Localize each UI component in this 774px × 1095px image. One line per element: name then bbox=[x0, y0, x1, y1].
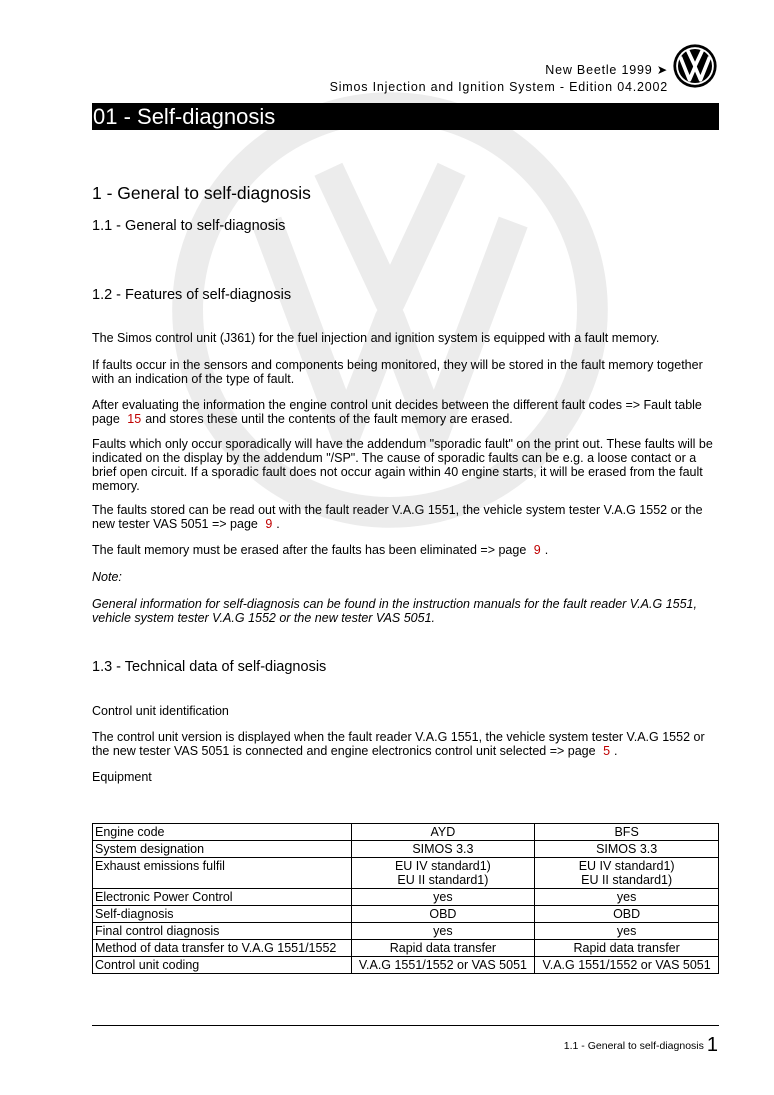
table-cell: BFS bbox=[535, 824, 719, 841]
table-cell: Control unit coding bbox=[93, 957, 352, 974]
table-row bbox=[93, 923, 719, 940]
page-number: 1 bbox=[706, 1034, 718, 1056]
table-cell: System designation bbox=[93, 841, 352, 858]
subheading: Control unit identification bbox=[92, 704, 229, 718]
table-row bbox=[93, 889, 719, 906]
table-row bbox=[93, 841, 719, 858]
paragraph: The fault memory must be erased after the faults has been eliminated => page 9 . bbox=[92, 543, 549, 557]
footer-section: 1.1 - General to self-diagnosis bbox=[563, 1040, 704, 1052]
page-footer bbox=[564, 1034, 718, 1057]
page-reference-link[interactable]: 5 bbox=[603, 744, 611, 758]
paragraph: The Simos control unit (J361) for the fuel injection and ignition system is equipped with a fault memory. bbox=[92, 331, 660, 345]
vehicle-model: New Beetle 1999 ➤ bbox=[545, 63, 668, 77]
table-cell: EU IV standard1) EU II standard1) bbox=[535, 858, 719, 889]
equipment-table bbox=[92, 823, 719, 974]
table-cell: yes bbox=[351, 923, 535, 940]
table-cell: Final control diagnosis bbox=[93, 923, 352, 940]
paragraph: If faults occur in the sensors and components being monitored, they will be stored in the fault memory together with an indication of the type of fault. bbox=[92, 358, 703, 386]
paragraph: After evaluating the information the engine control unit decides between the different fault codes => Fault table page 15 and stores these until the contents of the fault memory are erased. bbox=[92, 398, 702, 426]
paragraph: The control unit version is displayed when the fault reader V.A.G 1551, the vehicle system tester V.A.G 1552 or the new tester VAS 5051 is connected and engine electronics control unit selected => page 5 . bbox=[92, 730, 705, 758]
table-cell: AYD bbox=[351, 824, 535, 841]
page-header bbox=[330, 62, 668, 96]
chapter-title: 01 - Self-diagnosis bbox=[93, 104, 276, 129]
subsection-heading: 1.2 - Features of self-diagnosis bbox=[92, 287, 292, 303]
table-cell: Rapid data transfer bbox=[351, 940, 535, 957]
table-cell: EU IV standard1) EU II standard1) bbox=[351, 858, 535, 889]
table-cell: SIMOS 3.3 bbox=[351, 841, 535, 858]
table-cell: Exhaust emissions fulfil bbox=[93, 858, 352, 889]
section-heading: 1 - General to self-diagnosis bbox=[92, 183, 311, 203]
table-row bbox=[93, 858, 719, 889]
table-cell: Electronic Power Control bbox=[93, 889, 352, 906]
table-cell: yes bbox=[351, 889, 535, 906]
table-row bbox=[93, 957, 719, 974]
table-cell: yes bbox=[535, 923, 719, 940]
manual-title: Simos Injection and Ignition System - Edition 04.2002 bbox=[329, 80, 668, 94]
chapter-title-bar bbox=[92, 103, 719, 130]
paragraph: The faults stored can be read out with the fault reader V.A.G 1551, the vehicle system tester V.A.G 1552 or the new tester VAS 5051 => page 9 . bbox=[92, 503, 703, 531]
footer-divider bbox=[92, 1025, 719, 1026]
note-label: Note: bbox=[92, 570, 122, 584]
table-row bbox=[93, 824, 719, 841]
table-row bbox=[93, 906, 719, 923]
page-reference-link[interactable]: 15 bbox=[127, 412, 142, 426]
table-cell: V.A.G 1551/1552 or VAS 5051 bbox=[351, 957, 535, 974]
table-cell: OBD bbox=[351, 906, 535, 923]
table-cell: SIMOS 3.3 bbox=[535, 841, 719, 858]
table-cell: OBD bbox=[535, 906, 719, 923]
subsection-heading: 1.1 - General to self-diagnosis bbox=[92, 218, 286, 234]
subheading: Equipment bbox=[92, 770, 152, 784]
page-reference-link[interactable]: 9 bbox=[533, 543, 541, 557]
table-cell: Method of data transfer to V.A.G 1551/1552 bbox=[93, 940, 352, 957]
table-cell: Self-diagnosis bbox=[93, 906, 352, 923]
table-cell: Engine code bbox=[93, 824, 352, 841]
table-cell: yes bbox=[535, 889, 719, 906]
table-row bbox=[93, 940, 719, 957]
paragraph: Faults which only occur sporadically will have the addendum "sporadic fault" on the print out. These faults will be indicated on the display by the addendum "/SP". The cause of sporadic faults can be e.g. a loose contact or a brief open circuit. If a sporadic fault does not occur again within 40 engine starts, it will be erased from the fault memory. bbox=[92, 437, 713, 493]
vw-logo-icon bbox=[672, 43, 718, 89]
subsection-heading: 1.3 - Technical data of self-diagnosis bbox=[92, 659, 327, 675]
table-cell: Rapid data transfer bbox=[535, 940, 719, 957]
note-text: General information for self-diagnosis can be found in the instruction manuals for the fault reader V.A.G 1551, vehicle system tester V.A.G 1552 or the new tester VAS 5051. bbox=[92, 597, 697, 625]
table-cell: V.A.G 1551/1552 or VAS 5051 bbox=[535, 957, 719, 974]
page-reference-link[interactable]: 9 bbox=[265, 517, 273, 531]
